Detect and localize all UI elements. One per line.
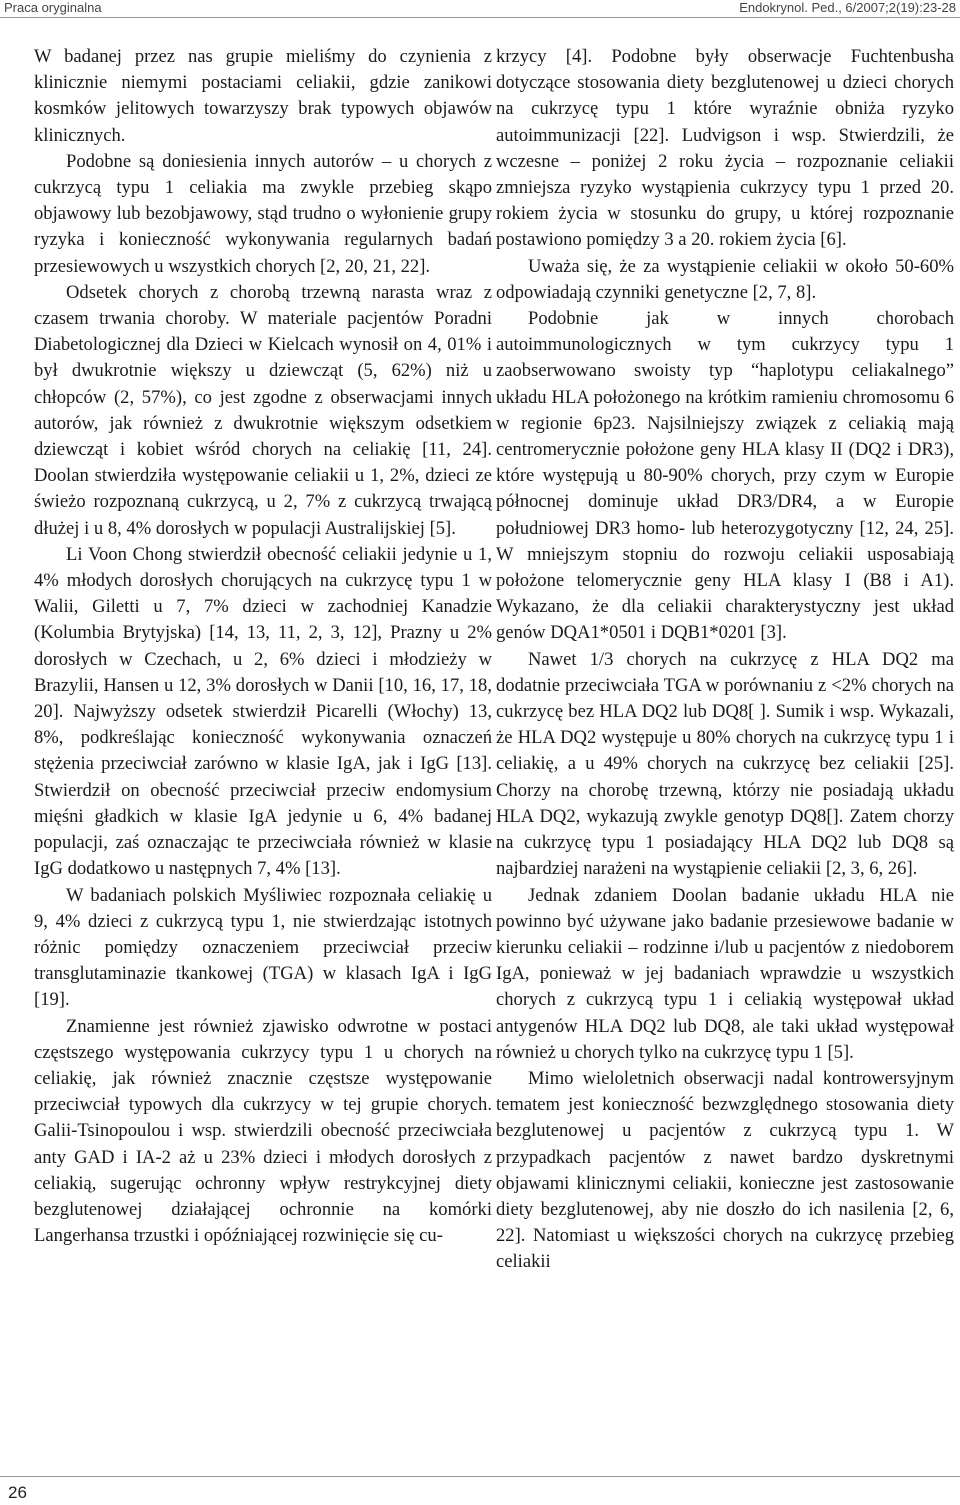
paragraph: Mimo wieloletnich obserwacji nadal kontrowersyjnym tematem jest konieczność bezwzględnego stosowania diety bezglutenowej u pacjentów z cukrzycą typu 1. W przypadkach pacjentów z nawet bardzo dyskretnymi objawami klinicznymi celiakii, konieczne jest zastosowanie diety bezglutenowej, aby nie doszło do ich nasilenia [2, 6, 22]. Natomiast u większości chorych na cukrzycę przebieg celiakii: [496, 1067, 954, 1273]
footer-divider: [0, 1476, 960, 1477]
paragraph: Podobne są doniesienia innych autorów – u chorych z cukrzycą typu 1 celiakia ma zwykle przebieg skąpo objawowy lub bezobjawowy, stąd trudno o wyłonienie grupy ryzyka i konieczność wykonywania regularnych badań przesiewowych u wszystkich chorych [2, 20, 21, 22].: [34, 150, 492, 277]
paragraph: Nawet 1/3 chorych na cukrzycę z HLA DQ2 ma dodatnie przeciwciała TGA w porównaniu z <2% chorych na cukrzycę bez HLA DQ2 lub DQ8[ ]. Sumik i wsp. Wykazali, że HLA DQ2 występuje u 80% chorych na cukrzycę typu 1 i celiakię, a u 49% chorych na cukrzycę bez celiakii [25]. Chorzy na chorobę trzewną, którzy nie posiadają układu HLA DQ2, wykazują zwykle genotyp DQ8[]. Zatem chorzy na cukrzycę typu 1 posiadający HLA DQ2 lub DQ8 są najbardziej narażeni na wystąpienie celiakii [2, 3, 6, 26].: [496, 648, 954, 880]
paragraph: krzycy [4]. Podobne były obserwacje Fuchtenbusha dotyczące stosowania diety bezglutenowej u dzieci chorych na cukrzycę typu 1 które wyraźnie obniża ryzyko autoimmunizacji [22]. Ludvigson i wsp. Stwierdzili, że wczesne – poniżej 2 roku życia – rozpoznanie celiakii zmniejsza ryzyko wystąpienia cukrzycy typu 1 przed 20. rokiem życia w stosunku do grupy, u której rozpoznanie postawiono pomiędzy 3 a 20. rokiem życia [6].: [496, 46, 954, 251]
section-label: Praca oryginalna: [4, 0, 102, 15]
paragraph: Jednak zdaniem Doolan badanie układu HLA nie powinno być używane jako badanie przesiewowe badanie w kierunku celiakii – rodzinne i/lub u pacjentów z niedoborem IgA, ponieważ w jej badaniach wprawdzie u wszystkich chorych z cukrzycą typu 1 i celiakią występował układ antygenów HLA DQ2 lub DQ8, ale taki układ występował również u chorych tylko na cukrzycę typu 1 [5].: [496, 884, 954, 1063]
paragraph: Odsetek chorych z chorobą trzewną narasta wraz z czasem trwania choroby. W materiale pacjentów Poradni Diabetologicznej dla Dzieci w Kielcach wynosił on 4, 01% i był dwukrotnie większy u dziewcząt (5, 62%) niż u chłopców (2, 57%), co jest zgodne z obserwacjami innych autorów, jak również z dwukrotnie większym odsetkiem dziewcząt i kobiet wśród chorych na celiakię [11, 24]. Doolan stwierdziła występowanie celiakii u 1, 2%, dzieci ze świeżo rozpoznaną cukrzycą, u 2, 7% z cukrzycą trwającą dłużej i u 8, 4% dorosłych w populacji Australijskiej [5].: [34, 281, 492, 539]
paragraph: W badaniach polskich Myśliwiec rozpoznała celiakię u 9, 4% dzieci z cukrzycą typu 1, nie stwierdzając istotnych różnic pomiędzy oznaczeniem przeciwciał przeciw transglutaminazie tkankowej (TGA) w klasach IgA i IgG [19].: [34, 884, 492, 1011]
paragraph: Podobnie jak w innych chorobach autoimmunologicznych w tym cukrzycy typu 1 zaobserwowano swoisty typ “haplotypu celiakalnego” układu HLA położonego na krótkim ramieniu chromosomu 6 w regionie 6p23. Najsilniejszy związek z celiakią mają centromerycznie położone geny HLA klasy II (DQ2 i DR3), które występują u 80-90% chorych, przy czym w Europie północnej dominuje układ DR3/DR4, a w Europie południowej DR3 homo- lub heterozygotyczny [12, 24, 25]. W mniejszym stopniu do rozwoju celiakii usposabiają położone telomerycznie geny HLA klasy I (B8 i A1). Wykazano, że dla celiakii charakterystyczny jest układ genów DQA1*0501 i DQB1*0201 [3].: [496, 308, 954, 644]
paragraph: Znamienne jest również zjawisko odwrotne w postaci częstszego występowania cukrzycy typu 1 u chorych na celiakię, jak również znacznie częstsze występowanie przeciwciał typowych dla cukrzycy w tej grupie chorych. Galii-Tsinopoulou i wsp. stwierdzili obecność przeciwciała anty GAD i IA-2 aż u 23% dzieci i młodych dorosłych z celiakią, sugerując ochronny wpływ restrykcyjnej diety bezglutenowej działającej ochronnie na komórki Langerhansa trzustki i opóźniającej rozwinięcie się cu-: [34, 1015, 492, 1247]
paragraph: Uważa się, że za wystąpienie celiakii w około 50-60% odpowiadają czynniki genetyczne [2, 7, 8].: [496, 255, 954, 303]
left-column: [34, 44, 492, 1249]
journal-citation: Endokrynol. Ped., 6/2007;2(19):23-28: [739, 0, 956, 15]
right-column: [496, 44, 954, 1276]
page-number: 26: [8, 1483, 27, 1502]
paragraph: W badanej przez nas grupie mieliśmy do czynienia z klinicznie niemymi postaciami celiakii, gdzie zanikowi kosmków jelitowych towarzyszy brak typowych objawów klinicznych.: [34, 46, 492, 146]
paragraph: Li Voon Chong stwierdził obecność celiakii jedynie u 1, 4% młodych dorosłych chorujących na cukrzycę typu 1 w Walii, Giletti u 7, 7% dzieci w zachodniej Kanadzie (Kolumbia Brytyjska) [14, 13, 11, 2, 3, 12], Prazny u 2% dorosłych w Czechach, u 2, 6% dzieci i młodzieży w Brazylii, Hansen u 12, 3% dorosłych w Danii [10, 16, 17, 18, 20]. Najwyższy odsetek stwierdził Picarelli (Włochy) 13, 8%, podkreślając konieczność wykonywania oznaczeń stężenia przeciwciał zarówno w klasie IgA, jak i IgG [13]. Stwierdził on obecność przeciwciał przeciw endomysium mięśni gładkich w klasie IgA jedynie u 6, 4% badanej populacji, zaś oznaczając te przeciwciała również w klasie IgG dodatkowo u następnych 7, 4% [13].: [34, 543, 492, 880]
running-header: [0, 0, 960, 18]
